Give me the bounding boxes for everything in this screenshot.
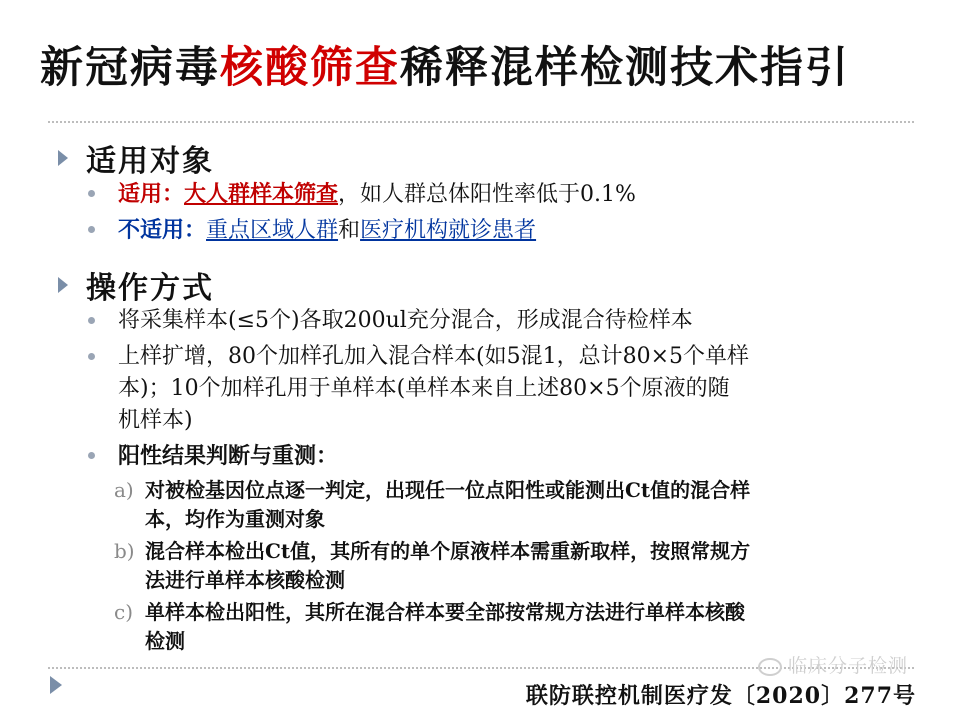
not-applicable-link-1[interactable]: 重点区域人群 (206, 218, 339, 243)
not-applicable-link-2[interactable]: 医疗机构就诊患者 (360, 218, 537, 243)
sub-item-c (114, 598, 904, 656)
positive-judgement-text: 阳性结果判断与重测： (118, 443, 339, 469)
amplification-line-3: 机样本) (118, 408, 193, 433)
list-item-amplification (88, 341, 908, 437)
applicable-rest: ，如人群总体阳性率低于0.1% (338, 182, 636, 207)
bullet-dot-icon (88, 317, 95, 324)
sub-item-b-line-2: 法进行单样本核酸检测 (145, 568, 345, 592)
bullet-dot-icon (88, 353, 95, 360)
footer-triangle-icon (50, 676, 62, 694)
title-part1: 新冠病毒 (40, 43, 220, 93)
page-title (40, 28, 920, 108)
source-citation: 联防联控机制医疗发〔2020〕277号 (525, 683, 916, 709)
sub-item-marker: a) (114, 478, 134, 502)
bullet-triangle-icon (58, 277, 68, 293)
section-heading-scope (58, 136, 214, 180)
sampling-text: 将采集样本(≤5个)各取200ul充分混合，形成混合待检样本 (118, 308, 693, 333)
bullet-dot-icon (88, 190, 95, 197)
title-part3: 稀释混样检测技术指引 (400, 43, 850, 93)
list-item-applicable (88, 178, 908, 211)
sub-item-b (114, 537, 904, 595)
sub-item-b-line-1: 混合样本检出Ct值，其所有的单个原液样本需重新取样，按照常规方 (145, 539, 751, 563)
amplification-line-1: 上样扩增，80个加样孔加入混合样本(如5混1，总计80×5个单样 (118, 344, 749, 369)
list-item-positive-judgement (88, 440, 908, 473)
wechat-icon (758, 658, 782, 676)
sub-item-a-line-1: 对被检基因位点逐一判定，出现任一位点阳性或能测出Ct值的混合样 (145, 478, 751, 502)
sub-item-a (114, 476, 904, 534)
applicable-label: 适用： (118, 181, 185, 207)
list-item-sampling (88, 305, 908, 337)
bullet-triangle-icon (58, 150, 68, 166)
title-highlight: 核酸筛查 (220, 43, 400, 93)
amplification-line-2: 本)；10个加样孔用于单样本(单样本来自上述80×5个原液的随 (118, 376, 730, 401)
section-heading-label: 操作方式 (86, 271, 214, 306)
bullet-dot-icon (88, 452, 95, 459)
applicable-link[interactable]: 大人群样本筛查 (184, 181, 339, 207)
not-applicable-label: 不适用： (118, 217, 207, 243)
section-heading-method (58, 263, 214, 307)
sub-item-marker: b) (114, 539, 135, 563)
sub-item-c-line-1: 单样本检出阳性，其所在混合样本要全部按常规方法进行单样本核酸 (145, 600, 745, 624)
top-divider (48, 121, 914, 123)
watermark (758, 651, 908, 678)
watermark-text: 临床分子检测 (788, 655, 909, 677)
section-heading-label: 适用对象 (86, 144, 214, 179)
sub-item-c-line-2: 检测 (145, 629, 185, 653)
bullet-dot-icon (88, 226, 95, 233)
sub-item-a-line-2: 本，均作为重测对象 (145, 507, 325, 531)
list-item-not-applicable (88, 214, 908, 247)
sub-item-marker: c) (114, 600, 134, 624)
not-applicable-mid: 和 (338, 218, 361, 243)
